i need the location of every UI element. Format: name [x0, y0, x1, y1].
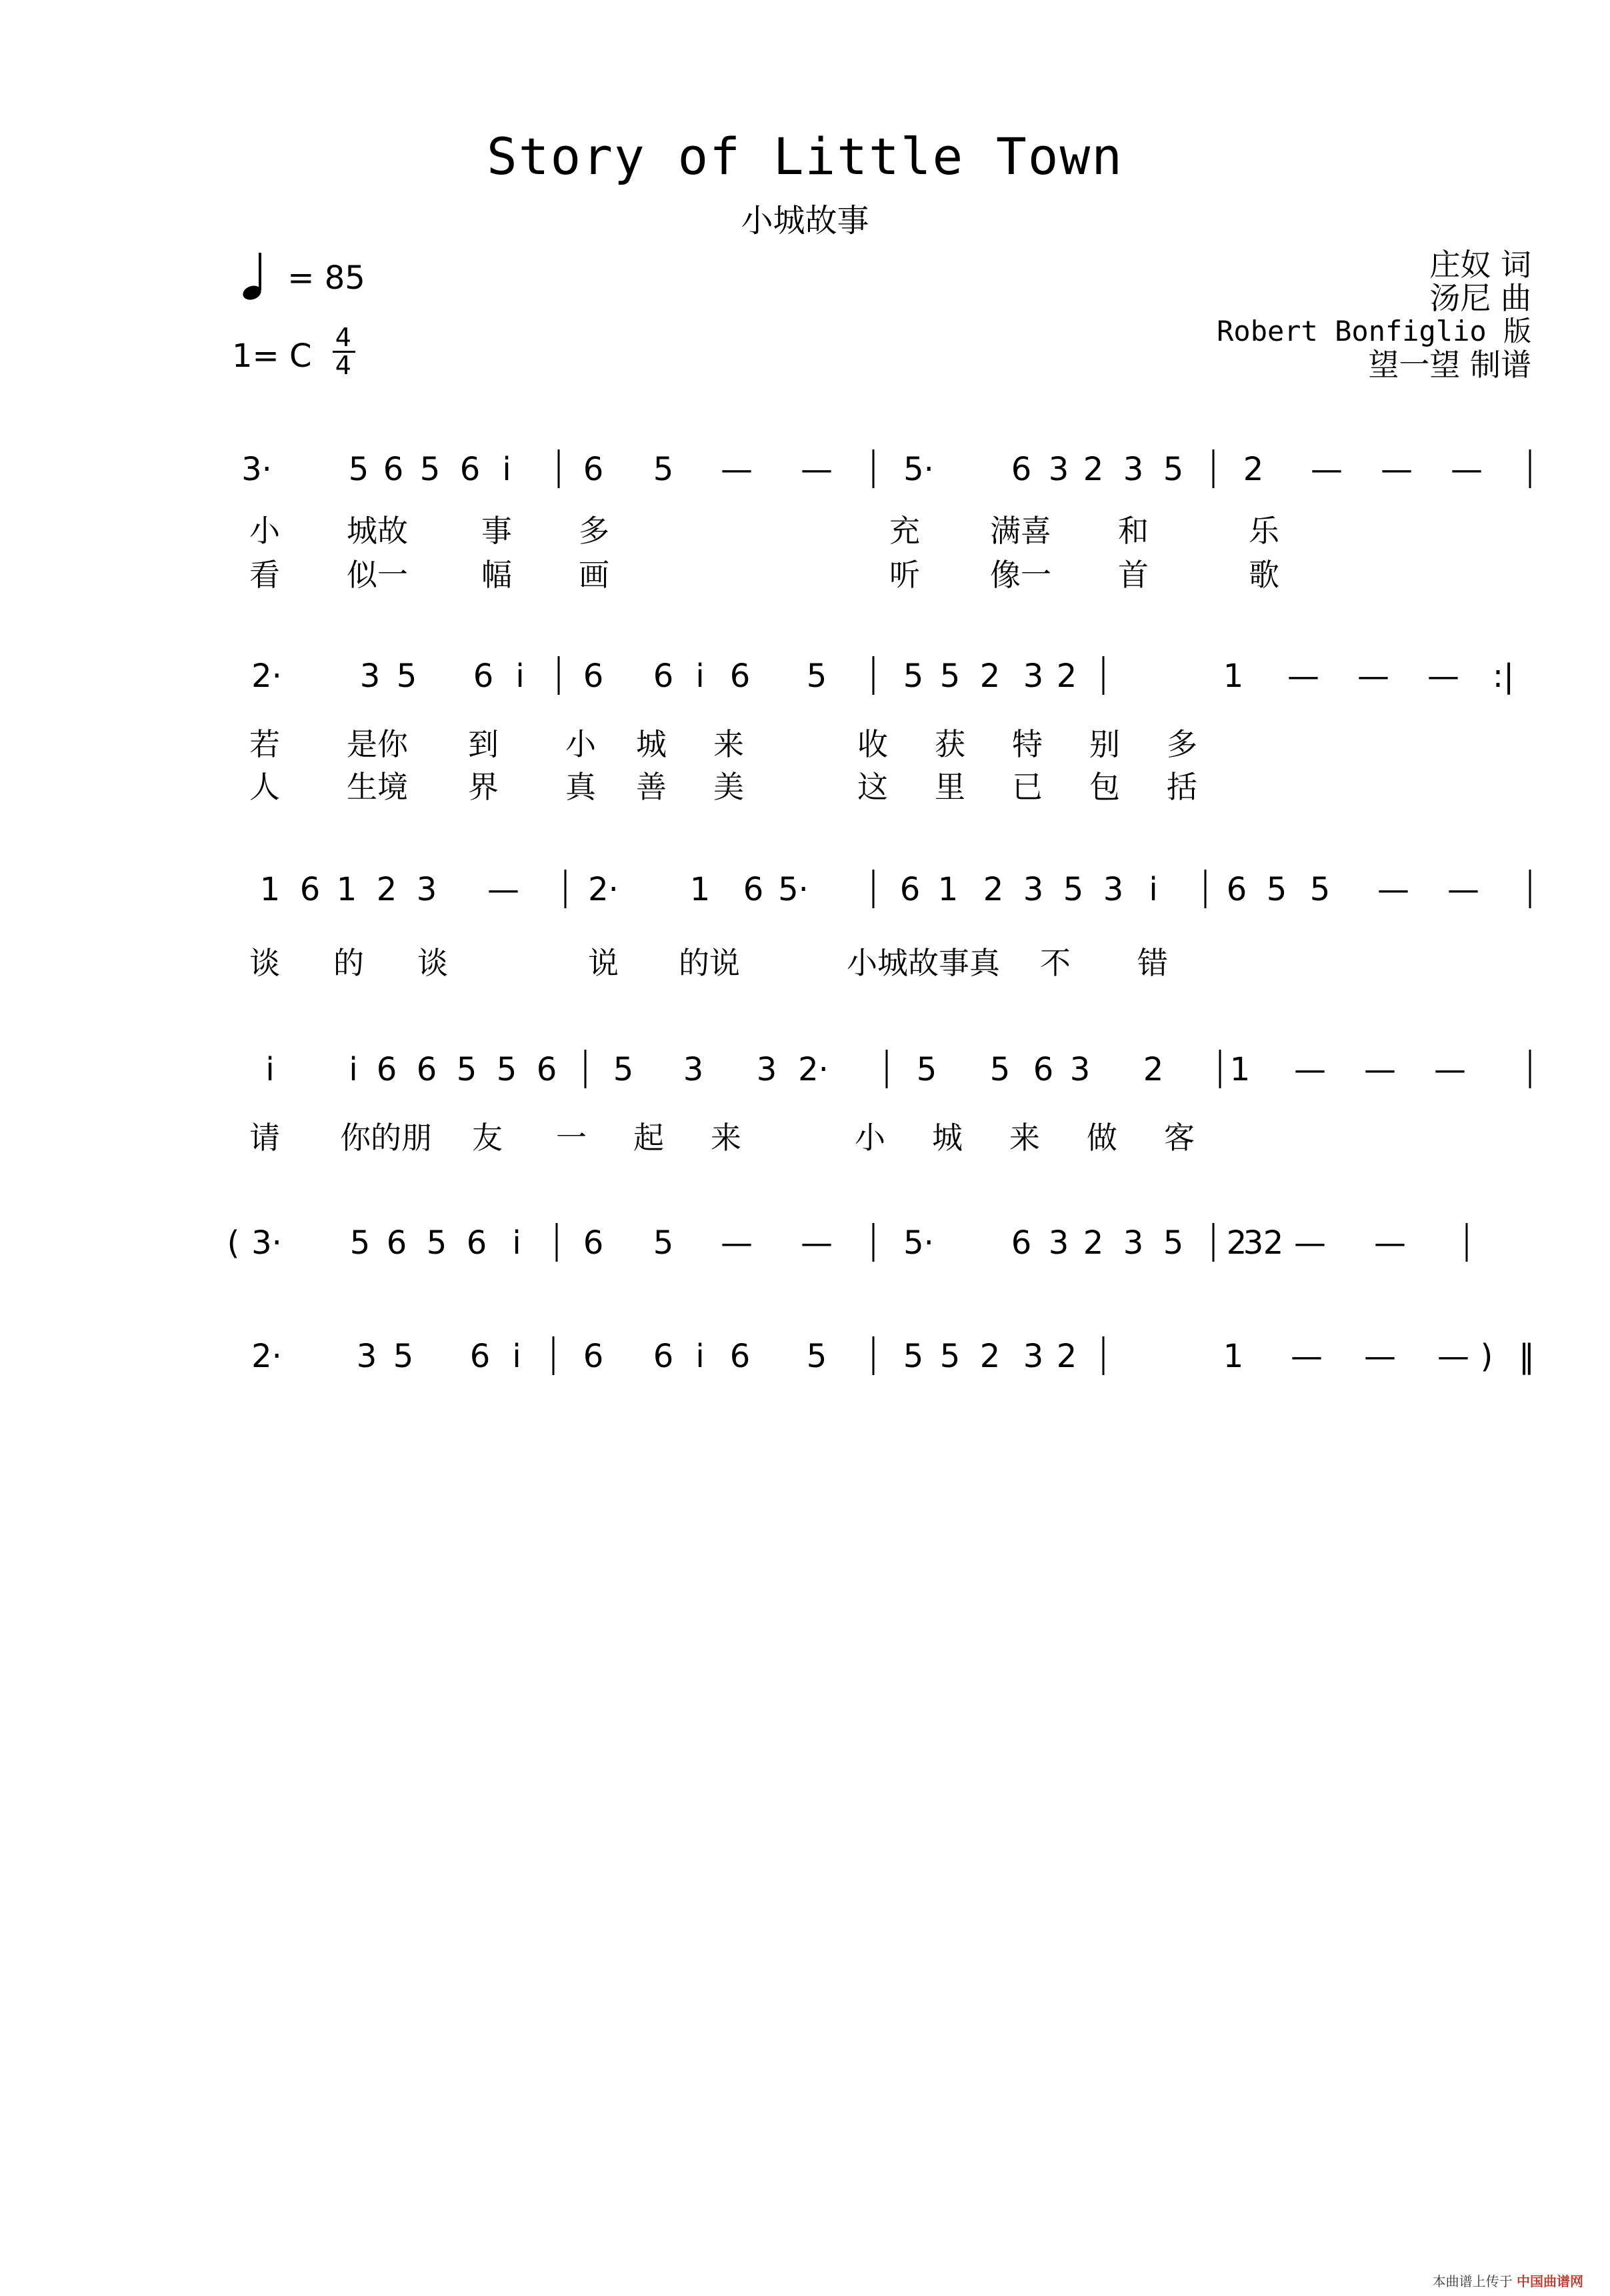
- note-number: 3: [356, 1338, 377, 1375]
- note-number: 5: [653, 451, 674, 488]
- note-number: i: [1149, 871, 1158, 908]
- song-title: Story of Little Town: [486, 127, 1124, 186]
- dash-mark: —: [1294, 1051, 1326, 1088]
- note-number: 2: [1263, 1224, 1284, 1262]
- lyric-word: 一: [556, 1120, 587, 1156]
- lyric-row-1: [249, 1114, 1195, 1158]
- note-number: 3: [1048, 1224, 1069, 1262]
- time-signature-bottom: 4: [335, 351, 351, 380]
- dash-mark: —: [1377, 871, 1409, 908]
- note-number: 6: [386, 1224, 407, 1262]
- score-system-4: [0, 1040, 1610, 1214]
- note-number: 2·: [588, 871, 619, 908]
- lyric-word: 获: [935, 726, 965, 762]
- note-number: 3: [1103, 871, 1124, 908]
- lyric-row-1: [249, 507, 1279, 551]
- composer-credit: 汤尼 曲: [1429, 280, 1531, 316]
- version-credit: Robert Bonfiglio 版: [1217, 315, 1531, 347]
- note-number: 3: [1023, 1338, 1044, 1375]
- lyric-word: 小: [855, 1120, 885, 1156]
- note-number: 5: [613, 1051, 634, 1088]
- note-number: 5: [496, 1051, 517, 1088]
- lyric-word: 幅: [481, 557, 512, 593]
- note-number: 6: [1011, 451, 1032, 488]
- dash-mark: —: [1437, 1338, 1469, 1375]
- dash-mark: —: [1434, 1051, 1466, 1088]
- lyric-word: 画: [579, 557, 609, 593]
- note-number: 5: [1163, 451, 1184, 488]
- tempo-value: = 85: [287, 259, 365, 297]
- note-number: 5: [939, 1338, 961, 1375]
- note-number: 3: [359, 658, 381, 695]
- lyric-word: 首: [1118, 557, 1149, 593]
- note-number: 1: [1223, 658, 1244, 695]
- note-number: 6: [1033, 1051, 1054, 1088]
- score-system-3: [0, 860, 1610, 1034]
- lyric-word: 多: [1167, 726, 1197, 762]
- note-number: :|: [1492, 658, 1515, 695]
- key-signature: [232, 323, 357, 380]
- lyric-word: 来: [713, 726, 744, 762]
- note-number: (: [227, 1224, 240, 1262]
- lyric-word: 界: [468, 769, 499, 805]
- note-number: 5: [903, 1338, 924, 1375]
- note-number: 5: [348, 451, 369, 488]
- lyric-row-2: [249, 551, 1279, 595]
- dash-mark: —: [487, 871, 519, 908]
- note-number: i: [349, 1051, 358, 1088]
- note-number: 5: [396, 658, 417, 695]
- note-number: 1: [689, 871, 711, 908]
- tempo-marking: [240, 250, 365, 303]
- dash-mark: —: [1374, 1224, 1406, 1262]
- note-number: 1: [1229, 1051, 1251, 1088]
- note-number: i: [695, 1338, 705, 1375]
- transcriber-credit: 望一望 制谱: [1368, 347, 1531, 383]
- note-number: 5: [426, 1224, 447, 1262]
- note-number: i: [512, 1338, 521, 1375]
- note-number: 6: [583, 1338, 604, 1375]
- note-number: 3: [1023, 658, 1044, 695]
- note-number: 2: [1083, 1224, 1104, 1262]
- note-number: 5: [903, 658, 924, 695]
- lyric-word: 满喜: [990, 513, 1051, 549]
- note-number: 5: [653, 1224, 674, 1262]
- lyric-word: 事: [481, 513, 512, 549]
- lyric-word: 善: [636, 769, 667, 805]
- note-number: 5·: [903, 1224, 934, 1262]
- score-system-2: [0, 647, 1610, 820]
- quarter-note-icon: [240, 250, 277, 303]
- note-number: 6: [729, 658, 751, 695]
- lyric-word: 城: [932, 1120, 963, 1156]
- note-number: i: [512, 1224, 521, 1262]
- lyric-word: 起: [633, 1120, 664, 1156]
- note-number: 2·: [251, 658, 282, 695]
- note-number: 3: [683, 1051, 704, 1088]
- credits-block: [1217, 248, 1531, 381]
- note-number: ): [1480, 1338, 1493, 1375]
- lyric-word: 特: [1012, 726, 1043, 762]
- note-number: 3: [1243, 1224, 1264, 1262]
- note-number: 3: [1123, 451, 1144, 488]
- note-number: i: [502, 451, 511, 488]
- note-number: 6: [383, 451, 404, 488]
- note-number: 6: [743, 871, 764, 908]
- note-number: 3·: [251, 1224, 282, 1262]
- lyric-row-1: [249, 720, 1197, 764]
- note-number: 2: [1226, 1224, 1247, 1262]
- note-number: 6: [653, 1338, 674, 1375]
- note-number: i: [695, 658, 705, 695]
- note-number: 5: [806, 658, 827, 695]
- note-number: 6: [583, 451, 604, 488]
- dash-mark: —: [1311, 451, 1343, 488]
- lyric-word: 歌: [1249, 557, 1279, 593]
- lyric-word: 谈: [417, 945, 448, 981]
- note-number: 6: [583, 658, 604, 695]
- lyric-word: 听: [889, 557, 920, 593]
- lyric-word: 似一: [347, 557, 408, 593]
- song-subtitle: 小城故事: [741, 202, 869, 239]
- note-number: i: [515, 658, 525, 695]
- note-number: 2: [983, 871, 1004, 908]
- note-number: 2: [1083, 451, 1104, 488]
- note-number: 6: [1011, 1224, 1032, 1262]
- lyric-word: 像一: [990, 557, 1051, 593]
- lyric-word: 若: [249, 726, 280, 762]
- dash-mark: —: [721, 451, 753, 488]
- lyric-word: 来: [711, 1120, 741, 1156]
- note-number: 3: [416, 871, 437, 908]
- note-number: 6: [466, 1224, 487, 1262]
- lyric-word: 你的朋: [340, 1120, 432, 1156]
- note-number: 6: [473, 658, 494, 695]
- dash-mark: —: [1364, 1338, 1396, 1375]
- note-number: 6: [653, 658, 674, 695]
- lyric-word: 做: [1087, 1120, 1117, 1156]
- note-number: 3: [756, 1051, 777, 1088]
- lyric-word: 错: [1137, 945, 1168, 981]
- lyric-word: 请: [249, 1120, 280, 1156]
- note-number: 5: [1163, 1224, 1184, 1262]
- key-text: 1= C: [232, 337, 312, 375]
- footer-brand: 中国曲谱网: [1517, 2273, 1583, 2289]
- note-number: 6: [469, 1338, 491, 1375]
- note-number: 3: [1023, 871, 1044, 908]
- note-number: 5: [916, 1051, 937, 1088]
- note-number: 5: [989, 1051, 1011, 1088]
- note-number: 6: [376, 1051, 397, 1088]
- lyric-word: 多: [579, 513, 609, 549]
- lyric-word: 美: [713, 769, 744, 805]
- score-system-1: [0, 413, 1610, 593]
- note-number: 5: [939, 658, 961, 695]
- lyric-word: 和: [1118, 513, 1149, 549]
- dash-mark: —: [801, 451, 833, 488]
- lyric-word: 别: [1089, 726, 1120, 762]
- lyric-word: 看: [249, 557, 280, 593]
- note-number: 6: [583, 1224, 604, 1262]
- lyric-word: 收: [857, 726, 888, 762]
- time-signature: [333, 323, 357, 380]
- lyric-word: 乐: [1249, 513, 1279, 549]
- note-number: 5: [1266, 871, 1287, 908]
- lyric-word: 客: [1164, 1120, 1195, 1156]
- lyric-word: 谈: [249, 945, 280, 981]
- note-number: 6: [416, 1051, 437, 1088]
- lyric-word: 人: [249, 769, 280, 805]
- note-number: 1: [259, 871, 281, 908]
- lyric-word: 小: [249, 513, 280, 549]
- lyric-row-2: [249, 763, 1197, 807]
- dash-mark: —: [1381, 451, 1413, 488]
- note-number: 2: [979, 658, 1001, 695]
- lyric-word: 的说: [679, 945, 740, 981]
- dash-mark: —: [1364, 1051, 1396, 1088]
- dash-mark: —: [1291, 1338, 1323, 1375]
- note-number: 2·: [798, 1051, 829, 1088]
- lyricist-credit: 庄奴 词: [1429, 247, 1531, 283]
- notation-row: [0, 1327, 1610, 1460]
- note-number: 6: [899, 871, 921, 908]
- lyric-word: 是你: [347, 726, 408, 762]
- note-number: 5: [419, 451, 441, 488]
- lyric-word: 城故: [347, 513, 408, 549]
- lyric-word: 括: [1167, 769, 1197, 805]
- dash-mark: —: [1427, 658, 1459, 695]
- lyric-row-1: [249, 939, 1168, 983]
- lyric-word: 小: [565, 726, 596, 762]
- dash-mark: —: [721, 1224, 753, 1262]
- lyric-word: 说: [588, 945, 619, 981]
- note-number: 5: [1063, 871, 1084, 908]
- lyric-word: 不: [1040, 945, 1071, 981]
- note-number: 6: [536, 1051, 557, 1088]
- lyric-word: 生境: [347, 769, 408, 805]
- note-number: 1: [937, 871, 959, 908]
- footer-watermark: [1433, 2271, 1583, 2290]
- footer-text: 本曲谱上传于: [1432, 2273, 1513, 2289]
- lyric-word: 这: [857, 769, 888, 805]
- note-number: 2: [1243, 451, 1264, 488]
- note-number: 5: [806, 1338, 827, 1375]
- note-number: 6: [459, 451, 481, 488]
- note-number: 2: [1056, 658, 1077, 695]
- note-number: 6: [729, 1338, 751, 1375]
- note-number: 5·: [903, 451, 934, 488]
- lyric-word: 来: [1009, 1120, 1040, 1156]
- note-number: 5: [393, 1338, 414, 1375]
- dash-mark: —: [1287, 658, 1319, 695]
- lyric-word: 到: [468, 726, 499, 762]
- score-system-6: [0, 1327, 1610, 1500]
- lyric-word: 城: [636, 726, 667, 762]
- dash-mark: —: [801, 1224, 833, 1262]
- lyric-word: 小城故事真: [847, 945, 1000, 981]
- note-number: 6: [299, 871, 321, 908]
- note-number: ‖: [1519, 1338, 1535, 1375]
- note-number: 6: [1226, 871, 1247, 908]
- dash-mark: —: [1451, 451, 1483, 488]
- note-number: 2: [1056, 1338, 1077, 1375]
- lyric-word: 的: [333, 945, 364, 981]
- lyric-word: 真: [565, 769, 596, 805]
- time-signature-top: 4: [335, 323, 351, 352]
- note-number: 5: [349, 1224, 371, 1262]
- note-number: 2: [376, 871, 397, 908]
- note-number: 3: [1123, 1224, 1144, 1262]
- dash-mark: —: [1357, 658, 1389, 695]
- note-number: 3·: [241, 451, 272, 488]
- note-number: 3: [1048, 451, 1069, 488]
- note-number: 5: [456, 1051, 477, 1088]
- lyric-word: 里: [935, 769, 965, 805]
- note-number: 2: [979, 1338, 1001, 1375]
- lyric-word: 包: [1089, 769, 1120, 805]
- note-number: 3: [1069, 1051, 1091, 1088]
- note-number: 5: [1309, 871, 1331, 908]
- lyric-word: 已: [1012, 769, 1043, 805]
- dash-mark: —: [1447, 871, 1479, 908]
- note-number: i: [265, 1051, 275, 1088]
- dash-mark: —: [1294, 1224, 1326, 1262]
- lyric-word: 友: [472, 1120, 503, 1156]
- note-number: 5·: [778, 871, 809, 908]
- note-number: 1: [336, 871, 357, 908]
- note-number: 2: [1143, 1051, 1164, 1088]
- note-number: 1: [1223, 1338, 1244, 1375]
- note-number: 2·: [251, 1338, 282, 1375]
- lyric-word: 充: [889, 513, 920, 549]
